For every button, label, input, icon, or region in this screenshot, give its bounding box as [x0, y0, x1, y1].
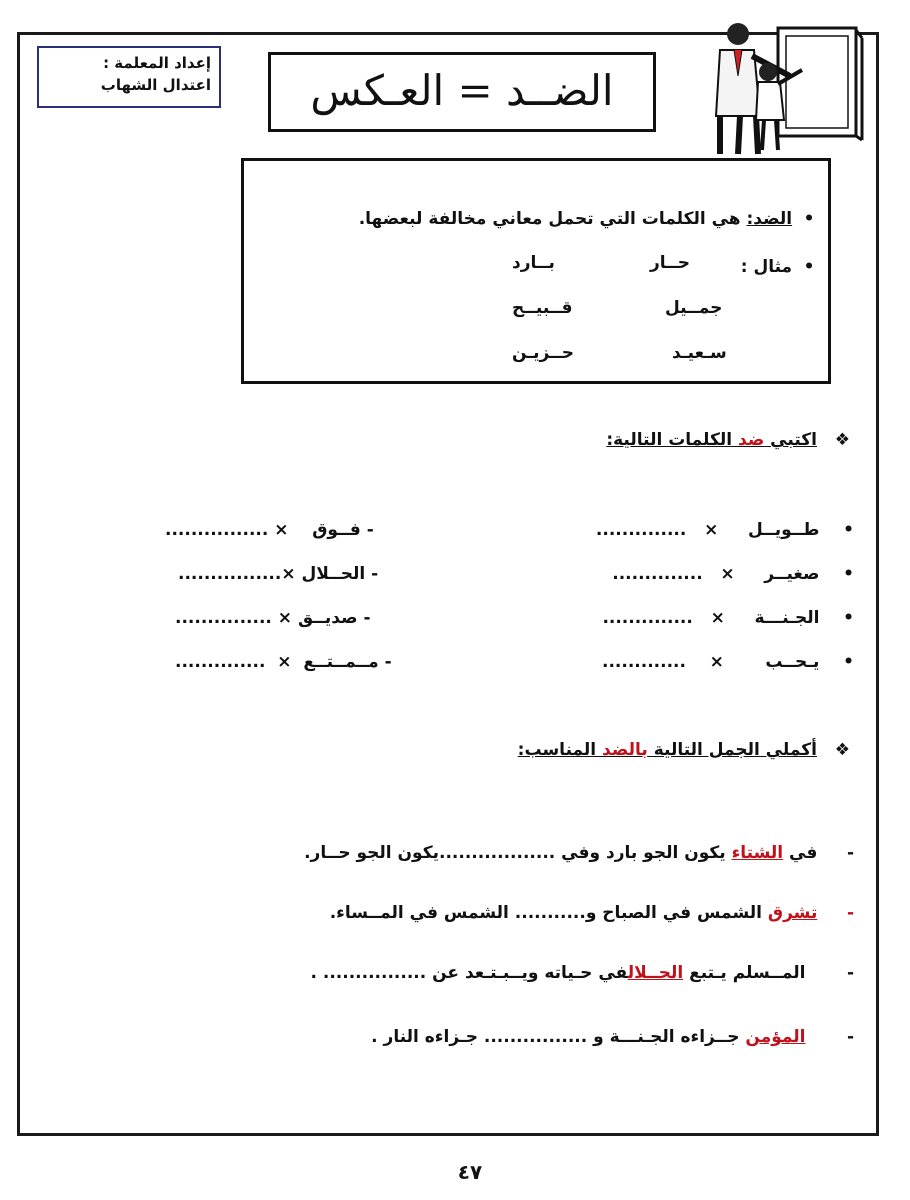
exercise2-instruction-text: أكملي الجمل التالية بالضد المناسب: [517, 740, 817, 760]
example-opposite: بــارد [512, 253, 555, 273]
answer-blank[interactable]: ............... [175, 608, 272, 628]
sentence-row: - المــسلم يـتبع الحــلالفي حـياته ويــبـتـعد عن ................ . [310, 963, 854, 983]
teacher-illustration [690, 16, 870, 156]
exercise1-instruction [606, 430, 850, 450]
sentence-row: - تشرق الشمس في الصباح و........... الشمس في المــساء. [329, 903, 854, 923]
author-box [37, 46, 221, 108]
example-label: مثال : [740, 257, 793, 277]
example-word: حــار [650, 253, 691, 273]
definition-term: الضد: [746, 209, 793, 229]
word-pair-row: • الجـنـــة × .............. [602, 608, 854, 628]
star-icon: ❖ [834, 430, 850, 450]
word-pair-row-left: - صديــق × ............... [175, 608, 371, 628]
page-number: ٤٧ [457, 1160, 483, 1184]
answer-blank[interactable]: .............. [175, 652, 266, 672]
word-pair-row: • طــويــل × .............. [595, 520, 854, 540]
answer-blank[interactable]: .............. [602, 608, 693, 628]
definition-text: هي الكلمات التي تحمل معاني مخالفة لبعضها. [358, 209, 747, 229]
word-pair-row-left: - فــوق × ................ [165, 520, 374, 540]
bullet: • [803, 209, 815, 229]
word-pair-row: • يـحــب × ............. [602, 652, 854, 672]
answer-blank[interactable]: .............. [595, 520, 687, 540]
word-pair-row: • صغيــر × .............. [612, 564, 854, 584]
page-title: الضــد = العـكس [268, 52, 656, 132]
exercise2-instruction [518, 740, 850, 760]
example-opposite: حــزيـن [512, 343, 574, 363]
exercise1-instruction-text: اكتبي ضد الكلمات التالية: [606, 430, 817, 450]
word-pair-row-left: - مــمــتــع × .............. [175, 652, 392, 672]
star-icon: ❖ [834, 740, 850, 760]
author-name: اعتدال الشهاب [100, 76, 211, 94]
answer-blank[interactable]: ................ [178, 564, 282, 584]
example-word: جمــيل [665, 298, 723, 318]
example-opposite: قــبيــح [512, 298, 573, 318]
example-word: سـعيـد [672, 343, 727, 363]
example-line [741, 257, 820, 277]
word-pair-row-left: - الحــلال ×................ [178, 564, 379, 584]
definition-line [260, 209, 820, 229]
author-label: إعداد المعلمة : [103, 54, 211, 72]
answer-blank[interactable]: .............. [612, 564, 703, 584]
sentence-row: - المؤمن جــزاءه الجـنـــة و ................ جـزاءه النار . [371, 1027, 854, 1047]
sentence-row: - في الشتاء يكون الجو بارد وفي ..................يكون الجو حــار. [304, 843, 854, 863]
answer-blank[interactable]: ............. [602, 652, 686, 672]
bullet: • [803, 257, 815, 277]
answer-blank[interactable]: ................ [165, 520, 269, 540]
